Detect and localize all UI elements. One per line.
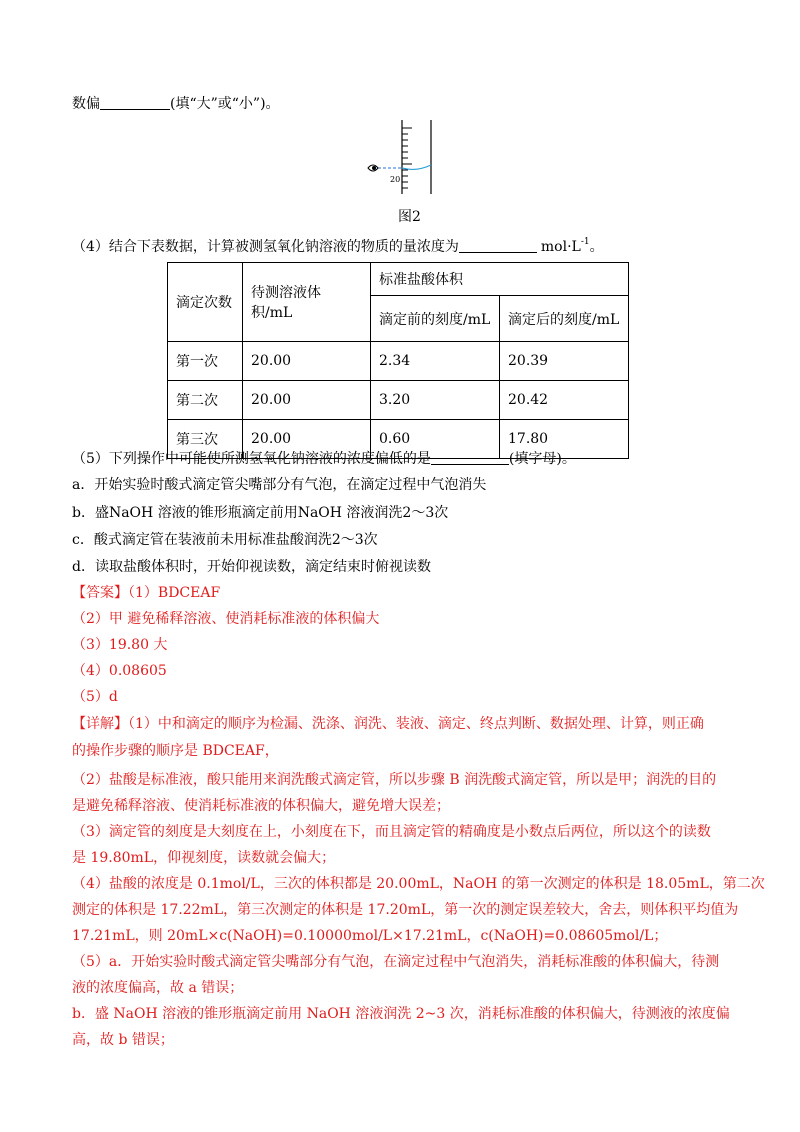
detail-line-9: 17.21mL，则 20mL×c(NaOH)=0.10000mol/L×17.21mL，c(NaOH)=0.08605mol/L； — [72, 928, 668, 944]
q5-suffix: (填字母)。 — [508, 451, 576, 467]
tick-label: 20 — [390, 175, 401, 184]
titration-table — [167, 262, 629, 459]
row-sample: 20.00 — [243, 420, 371, 459]
figure-caption: 图2 — [398, 209, 421, 225]
q4-end: 。 — [589, 239, 604, 255]
header-sample-volume: 待测溶液体积/mL — [243, 263, 371, 342]
answer-4: （4）0.08605 — [72, 663, 167, 679]
detail-line-6: 是 19.80mL，仰视刻度，读数就会偏大； — [72, 850, 336, 866]
row-before: 2.34 — [371, 342, 500, 381]
q4-prefix: （4）结合下表数据，计算被测氢氧化钠溶液的物质的量浓度为 — [72, 239, 459, 255]
q3-tail-suffix: (填“大”或“小”)。 — [170, 96, 280, 112]
answer-2: （2）甲 避免稀释溶液、使消耗标准液的体积偏大 — [72, 611, 380, 627]
option-b: b．盛NaOH 溶液的锥形瓶滴定前用NaOH 溶液润洗2～3次 — [72, 505, 449, 521]
detail-label: 【详解】 — [72, 716, 128, 732]
q3-tail-prefix: 数偏 — [72, 96, 100, 112]
header-times: 滴定次数 — [168, 263, 243, 342]
detail-line-11: 液的浓度偏高，故 a 错误； — [72, 980, 244, 996]
row-sample: 20.00 — [243, 381, 371, 420]
option-d: d．读取盐酸体积时，开始仰视读数，滴定结束时俯视读数 — [72, 559, 431, 575]
q5-prefix: （5）下列操作中可能使所测氢氧化钠溶液的浓度偏低的是 — [72, 451, 431, 467]
row-before: 3.20 — [371, 381, 500, 420]
detail-line-4: 是避免稀释溶液、使消耗标准液的体积偏大，避免增大误差； — [72, 798, 450, 814]
row-label: 第三次 — [168, 420, 243, 459]
q3-tail-line — [72, 94, 280, 114]
option-c: c．酸式滴定管在装液前未用标准盐酸润洗2～3次 — [72, 532, 378, 548]
answer-1: （1）BDCEAF — [128, 585, 221, 601]
answer-blank — [100, 95, 170, 110]
row-label: 第二次 — [168, 381, 243, 420]
detail-line-7: （4）盐酸的浓度是 0.1mol/L，三次的体积都是 20.00mL，NaOH 的第一次测定的体积是 18.05mL，第二次 — [72, 876, 765, 892]
detail-line-3: （2）盐酸是标准液，酸只能用来润洗酸式滴定管，所以步骤 B 润洗酸式滴定管，所以是甲；润洗的目的 — [72, 772, 717, 788]
table-row — [168, 342, 629, 381]
header-after: 滴定后的刻度/mL — [500, 296, 629, 342]
row-after: 20.42 — [500, 381, 629, 420]
q4-unit-exp: -1 — [580, 237, 590, 247]
row-after: 17.80 — [500, 420, 629, 459]
row-before: 0.60 — [371, 420, 500, 459]
detail-line-8: 测定的体积是 17.22mL，第三次测定的体积是 17.20mL，第一次的测定误差较大，舍去，则体积平均值为 — [72, 902, 739, 918]
table-row — [168, 381, 629, 420]
answer-5: （5）d — [72, 689, 118, 705]
detail-line-10: （5）a．开始实验时酸式滴定管尖嘴部分有气泡，在滴定过程中气泡消失，消耗标准酸的体积偏大，待测 — [72, 954, 720, 970]
answer-line-1 — [72, 583, 220, 603]
option-a: a．开始实验时酸式滴定管尖嘴部分有气泡，在滴定过程中气泡消失 — [72, 477, 487, 493]
row-label: 第一次 — [168, 342, 243, 381]
header-acid-volume: 标准盐酸体积 — [371, 263, 629, 296]
detail-line-2: 的操作步骤的顺序是 BDCEAF， — [72, 743, 279, 759]
detail-line-1 — [72, 714, 704, 734]
answer-blank — [459, 238, 537, 253]
answer-3: （3）19.80 大 — [72, 637, 168, 653]
eye-icon — [368, 165, 378, 171]
detail-text: （1）中和滴定的顺序为检漏、洗涤、润洗、装液、滴定、终点判断、数据处理、计算，则正确 — [128, 716, 704, 732]
row-after: 20.39 — [500, 342, 629, 381]
q5-line — [72, 449, 576, 469]
q4-line — [72, 232, 604, 257]
row-sample: 20.00 — [243, 342, 371, 381]
detail-line-12: b．盛 NaOH 溶液的锥形瓶滴定前用 NaOH 溶液润洗 2~3 次，消耗标准酸的体积偏大，待测液的浓度偏 — [72, 1006, 730, 1022]
q4-unit: mol·L — [540, 239, 581, 255]
answer-label: 【答案】 — [72, 585, 128, 601]
header-before: 滴定前的刻度/mL — [371, 296, 500, 342]
answer-blank — [431, 450, 509, 465]
detail-line-5: （3）滴定管的刻度是大刻度在上，小刻度在下，而且滴定管的精确度是小数点后两位，所以这个的读数 — [72, 824, 711, 840]
detail-line-13: 高，故 b 错误； — [72, 1032, 174, 1048]
